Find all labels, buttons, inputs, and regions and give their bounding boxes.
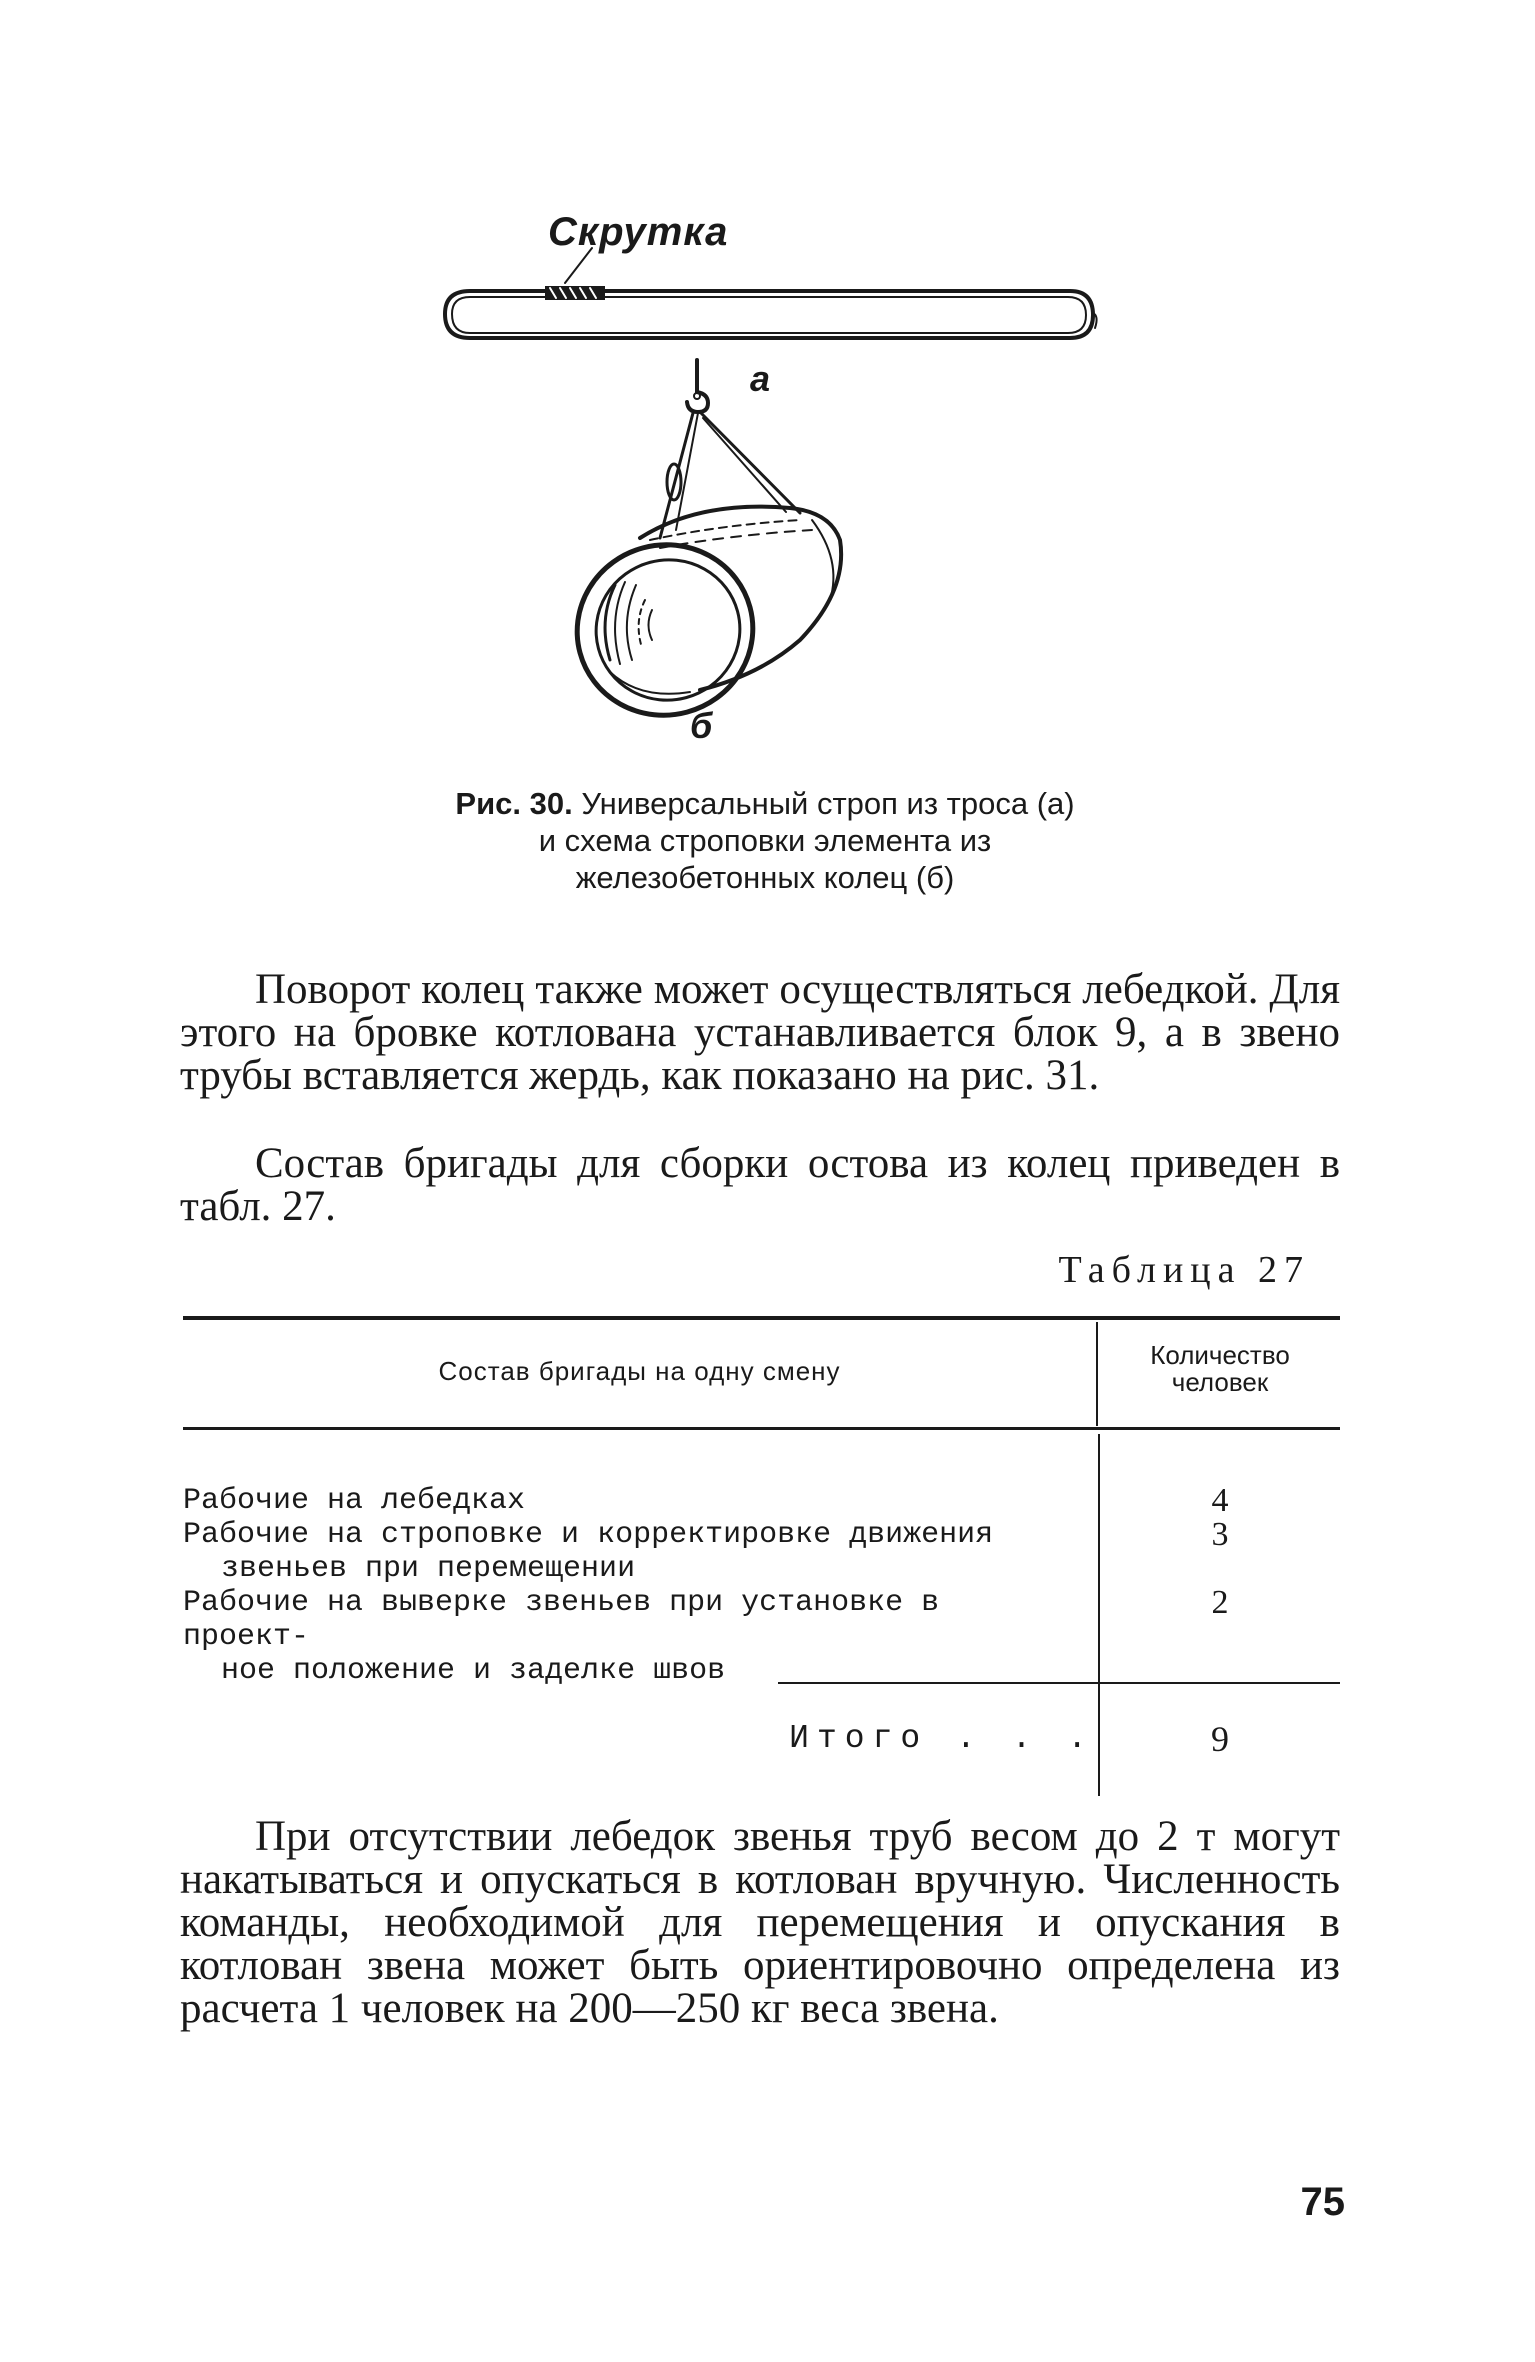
row-count: 4 [1211, 1482, 1229, 1519]
label-twist: Скрутка [548, 210, 729, 254]
table-title: Таблица 27 [1058, 1249, 1310, 1291]
splice-twist [545, 248, 605, 300]
table-header-rule [183, 1427, 1340, 1430]
page-number: 75 [1300, 2180, 1345, 2224]
table-top-rule [183, 1316, 1340, 1320]
row-text: Рабочие на строповке и корректировке движения [183, 1518, 994, 1552]
row-count: 3 [1211, 1516, 1229, 1553]
row-text-continuation: ное положение и заделке швов [221, 1654, 726, 1688]
paragraph-team-composition: Состав бригады для сборки остова из колец приведен в табл. 27. [180, 1140, 1340, 1230]
table-row [183, 1484, 1083, 1518]
table-header-divider [1096, 1322, 1098, 1426]
row-text-continuation: звеньев при перемещении [221, 1552, 636, 1586]
table-row [183, 1518, 1083, 1586]
figure-caption [450, 785, 1080, 896]
row-count: 2 [1211, 1584, 1229, 1621]
total-label: Итого . . . [789, 1720, 1095, 1757]
label-a: а [750, 358, 771, 399]
figure-30 [0, 0, 1535, 780]
table-total-rule [778, 1682, 1340, 1684]
table-row [183, 1586, 1083, 1688]
paragraph-manual-lowering: При отсутствии лебедок звенья труб весом до 2 т могут накатываться и опускаться в котлован вручную. Численность команды, необходимой для перемещения и опускания в котлован звена может быть ориентировочно определена из расчета 1 человек на 200—250 кг веса звена. [180, 1813, 1340, 2032]
hook [687, 360, 708, 412]
paragraph-ring-rotation: Поворот колец также может осуществляться лебедкой. Для этого на бровке котлована устанавливается блок 9, а в звено трубы вставляется жердь, как показано на рис. 31. [180, 966, 1340, 1099]
figure-caption-label: Рис. 30. [455, 786, 573, 821]
row-text: Рабочие на выверке звеньев при установке в проект- [183, 1586, 940, 1654]
label-b: б [690, 705, 713, 746]
concrete-ring-element [558, 507, 841, 735]
row-text: Рабочие на лебедках [183, 1484, 526, 1518]
total-value: 9 [1211, 1719, 1229, 1759]
header-count-line-2: человек [1171, 1367, 1269, 1397]
rope-sling [445, 291, 1097, 338]
header-count-line-1: Количество [1150, 1340, 1290, 1370]
header-composition: Состав бригады на одну смену [438, 1356, 841, 1386]
figure-caption-text: Универсальный строп из троса (а) и схема строповки элемента из железобетонных колец (б) [538, 786, 1075, 895]
header-count [1100, 1342, 1340, 1396]
